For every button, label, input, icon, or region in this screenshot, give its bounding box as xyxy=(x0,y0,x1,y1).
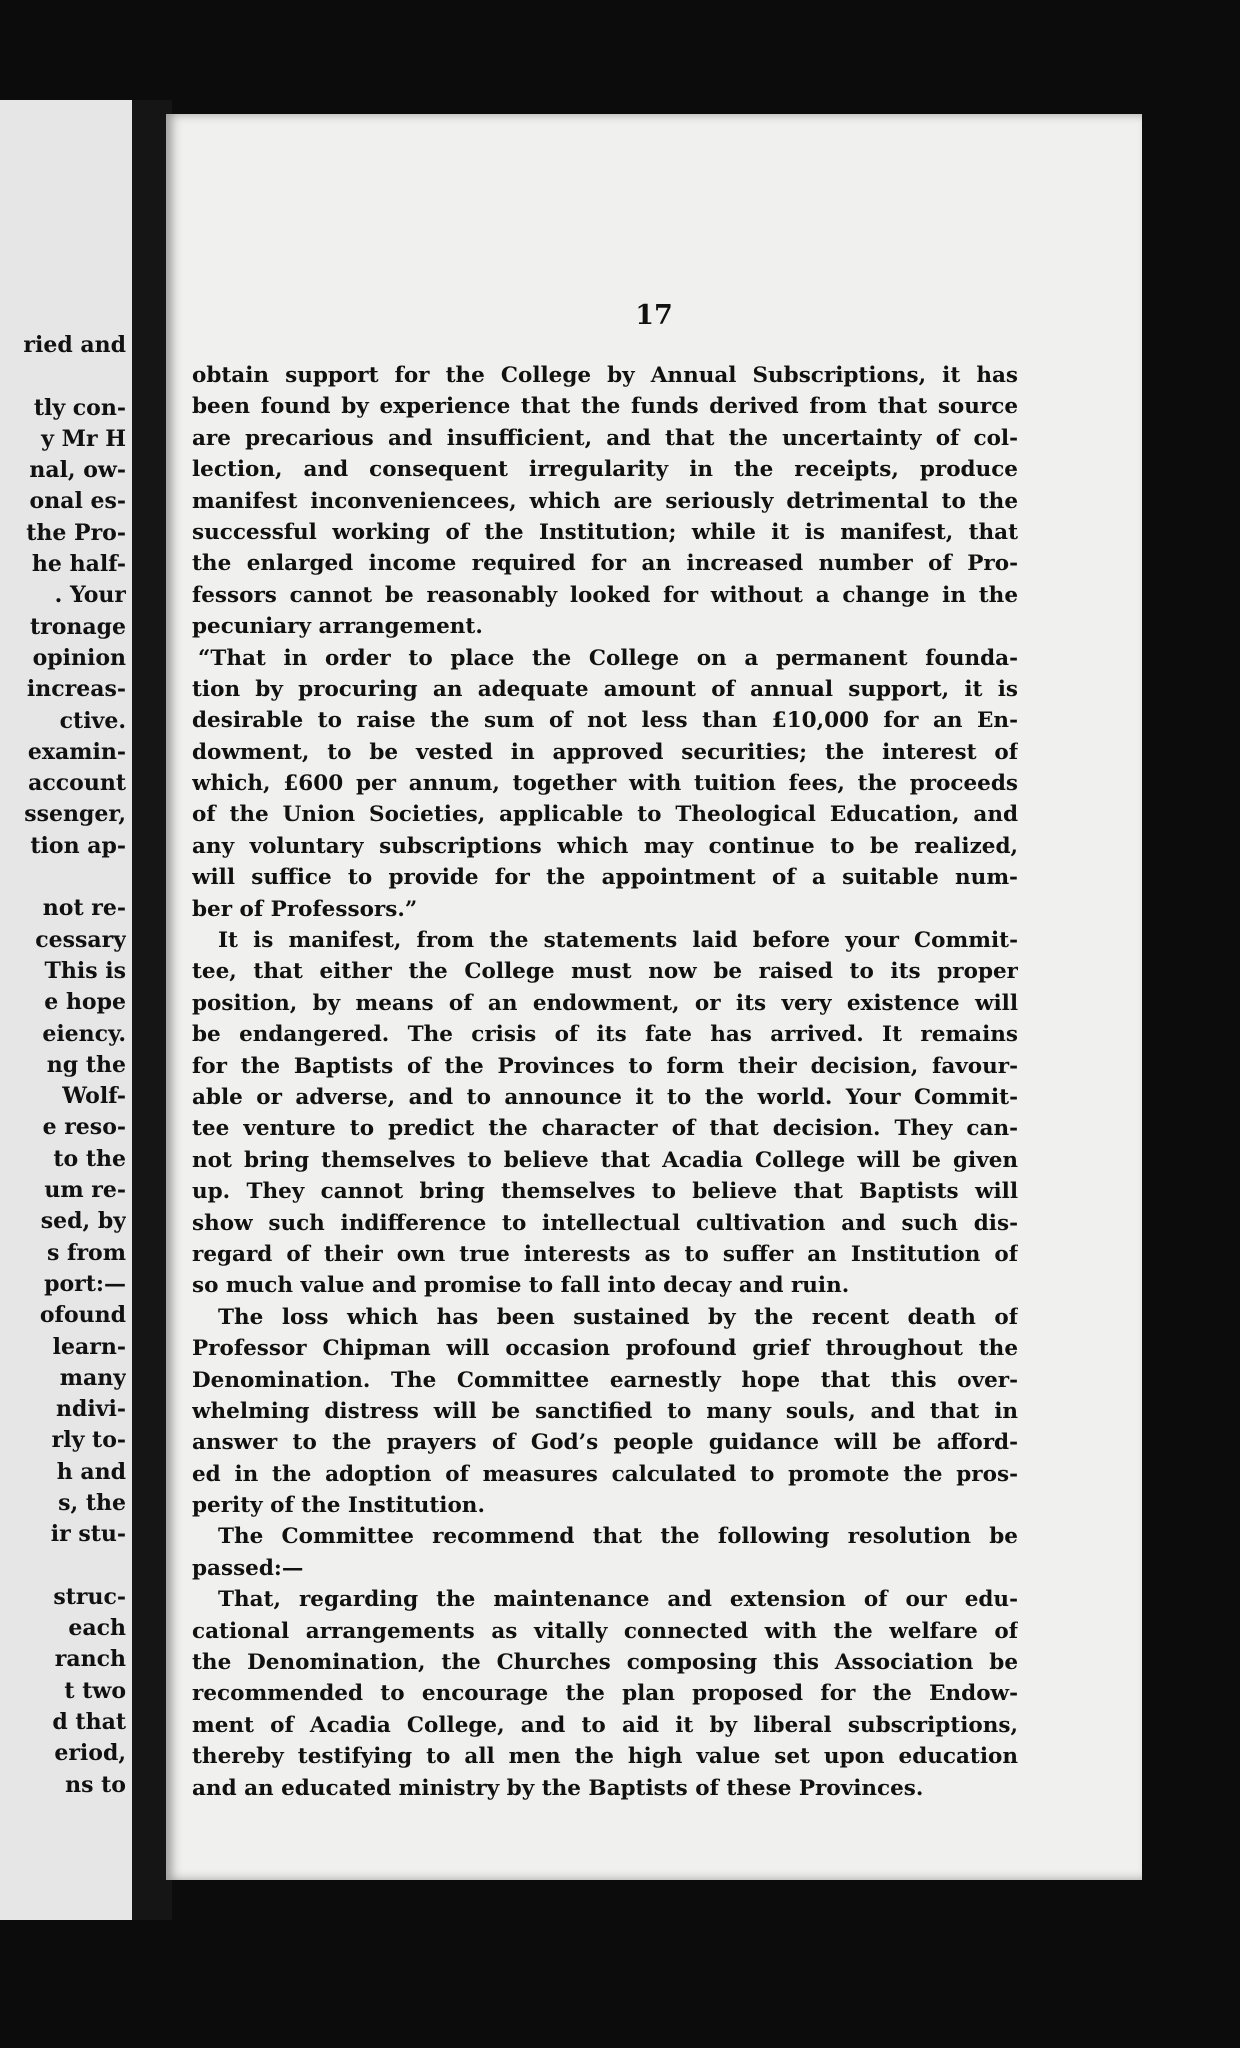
previous-page-line: d that xyxy=(52,1709,126,1736)
text-line: which, £600 per annum, together with tuition fees, the proceeds xyxy=(192,771,1018,797)
previous-page-line: y Mr H xyxy=(41,425,126,452)
previous-page-line: port:— xyxy=(44,1270,126,1297)
text-line: regard of their own true interests as to suffer an Institution of xyxy=(192,1241,1018,1267)
text-line: dowment, to be vested in approved securities; the interest of xyxy=(192,739,1018,765)
text-line: will suffice to provide for the appointment of a suitable num- xyxy=(192,865,1018,891)
previous-page-line xyxy=(0,361,126,392)
text-line: the enlarged income required for an increased number of Pro- xyxy=(192,551,1018,577)
page xyxy=(166,114,1142,1880)
previous-page-line: ried and xyxy=(23,332,126,358)
text-line: position, by means of an endowment, or its very existence will xyxy=(192,990,1018,1016)
page-number: 17 xyxy=(635,300,673,331)
previous-page-line: um re- xyxy=(44,1177,126,1204)
previous-page-strip xyxy=(0,100,132,1920)
text-line: of the Union Societies, applicable to Theological Education, and xyxy=(192,802,1018,828)
text-line: answer to the prayers of God’s people guidance will be afford- xyxy=(192,1430,1018,1456)
text-line: obtain support for the College by Annual Subscriptions, it has xyxy=(192,363,1018,388)
previous-page-line: ofound xyxy=(39,1302,126,1329)
text-line: Denomination. The Committee earnestly hope that this over- xyxy=(192,1367,1018,1393)
text-line: so much value and promise to fall into decay and ruin. xyxy=(192,1273,850,1299)
text-line: successful working of the Institution; while it is manifest, that xyxy=(192,519,1018,545)
previous-page-line: opinion xyxy=(32,644,126,671)
text-line: The loss which has been sustained by the recent death of xyxy=(218,1304,1018,1330)
previous-page-line: cessary xyxy=(35,926,126,953)
text-line: and an educated ministry by the Baptists of these Provinces. xyxy=(192,1775,924,1801)
text-line: up. They cannot bring themselves to believe that Baptists will xyxy=(192,1179,1018,1205)
previous-page-line: increas- xyxy=(26,676,126,703)
text-line: fessors cannot be reasonably looked for without a change in the xyxy=(192,582,1018,608)
text-line: perity of the Institution. xyxy=(192,1493,485,1519)
previous-page-line: rly to- xyxy=(51,1427,126,1454)
text-line: tee venture to predict the character of that decision. They can- xyxy=(192,1116,1018,1142)
previous-page-line: ndivi- xyxy=(55,1396,126,1423)
previous-page-line: ssenger, xyxy=(24,801,126,828)
previous-page-line: each xyxy=(68,1615,126,1642)
previous-page-line: tronage xyxy=(29,613,126,640)
previous-page-line: not re- xyxy=(42,895,126,922)
previous-page-line: sed, by xyxy=(40,1208,126,1235)
previous-page-line: ir stu- xyxy=(50,1521,126,1548)
text-line: the Denomination, the Churches composing this Association be xyxy=(192,1650,1018,1676)
previous-page-line: tion ap- xyxy=(30,832,126,859)
text-line: cational arrangements as vitally connected with the welfare of xyxy=(192,1618,1018,1644)
previous-page-line: h and xyxy=(56,1458,126,1485)
previous-page-line: account xyxy=(28,770,126,797)
text-line: passed:— xyxy=(192,1555,304,1581)
previous-page-line: examin- xyxy=(27,738,126,765)
text-line: be endangered. The crisis of its fate has arrived. It remains xyxy=(192,1022,1018,1048)
previous-page-line: s, the xyxy=(58,1489,126,1516)
previous-page-line: ctive. xyxy=(59,707,126,734)
text-line: “That in order to place the College on a permanent founda- xyxy=(198,645,1018,671)
text-line: Professor Chipman will occasion profound grief throughout the xyxy=(192,1336,1018,1362)
text-line: for the Baptists of the Provinces to form their decision, favour- xyxy=(192,1053,1018,1079)
text-line: tion by procuring an adequate amount of annual support, it is xyxy=(192,676,1018,702)
previous-page-line: s from xyxy=(46,1239,126,1266)
previous-page-line: struc- xyxy=(53,1583,126,1610)
previous-page-line: many xyxy=(59,1364,126,1391)
previous-page-line: he half- xyxy=(31,551,126,578)
text-line: thereby testifying to all men the high value set upon education xyxy=(192,1744,1018,1770)
text-line: show such indifference to intellectual cultivation and such dis- xyxy=(192,1210,1018,1236)
previous-page-line: This is xyxy=(44,957,126,984)
previous-page-line: learn- xyxy=(52,1333,126,1360)
text-line: The Committee recommend that the following resolution be xyxy=(218,1524,1018,1550)
page-body xyxy=(192,360,1018,1804)
text-line: tee, that either the College must now be raised to its proper xyxy=(192,959,1018,985)
text-line: not bring themselves to believe that Acadia College will be given xyxy=(192,1147,1018,1173)
previous-page-line: Wolf- xyxy=(62,1083,126,1110)
previous-page-line: to the xyxy=(53,1145,126,1172)
previous-page-line: eriod, xyxy=(54,1740,126,1767)
text-line: lection, and consequent irregularity in the receipts, produce xyxy=(192,457,1018,483)
text-line: It is manifest, from the statements laid before your Commit- xyxy=(218,928,1018,954)
previous-page-line: onal es- xyxy=(29,488,126,515)
previous-page-line: e hope xyxy=(44,989,126,1016)
text-line: any voluntary subscriptions which may continue to be realized, xyxy=(192,833,1018,859)
text-line: whelming distress will be sanctified to many souls, and that in xyxy=(192,1398,1018,1424)
text-line: are precarious and insufficient, and that the uncertainty of col- xyxy=(192,425,1018,451)
text-line: recommended to encourage the plan proposed for the Endow- xyxy=(192,1681,1018,1707)
previous-page-line: t two xyxy=(64,1677,126,1704)
previous-page-line xyxy=(0,862,126,893)
text-line: manifest inconveniencees, which are seriously detrimental to the xyxy=(192,488,1018,514)
text-line: ment of Acadia College, and to aid it by liberal subscriptions, xyxy=(192,1712,1018,1738)
previous-page-line: the Pro- xyxy=(26,519,126,546)
text-line: ed in the adoption of measures calculated to promote the pros- xyxy=(192,1461,1018,1487)
previous-page-line xyxy=(0,1551,126,1582)
text-line: able or adverse, and to announce it to the world. Your Commit- xyxy=(192,1084,1018,1110)
previous-page-line: tly con- xyxy=(33,394,126,421)
previous-page-line: ranch xyxy=(54,1646,126,1673)
previous-page-line: eiency. xyxy=(42,1020,126,1047)
previous-page-line: e reso- xyxy=(42,1114,126,1141)
previous-page-line: ns to xyxy=(65,1771,126,1798)
text-line: been found by experience that the funds derived from that source xyxy=(192,394,1018,420)
previous-page-line: . Your xyxy=(54,582,126,609)
text-line: desirable to raise the sum of not less than £10,000 for an En- xyxy=(192,708,1018,734)
previous-page-line: ng the xyxy=(46,1051,126,1078)
text-line: That, regarding the maintenance and extension of our edu- xyxy=(218,1587,1018,1613)
text-line: pecuniary arrangement. xyxy=(192,614,483,640)
previous-page-line: nal, ow- xyxy=(29,457,126,484)
text-line: ber of Professors.” xyxy=(192,896,418,922)
previous-page-text xyxy=(0,330,126,1801)
